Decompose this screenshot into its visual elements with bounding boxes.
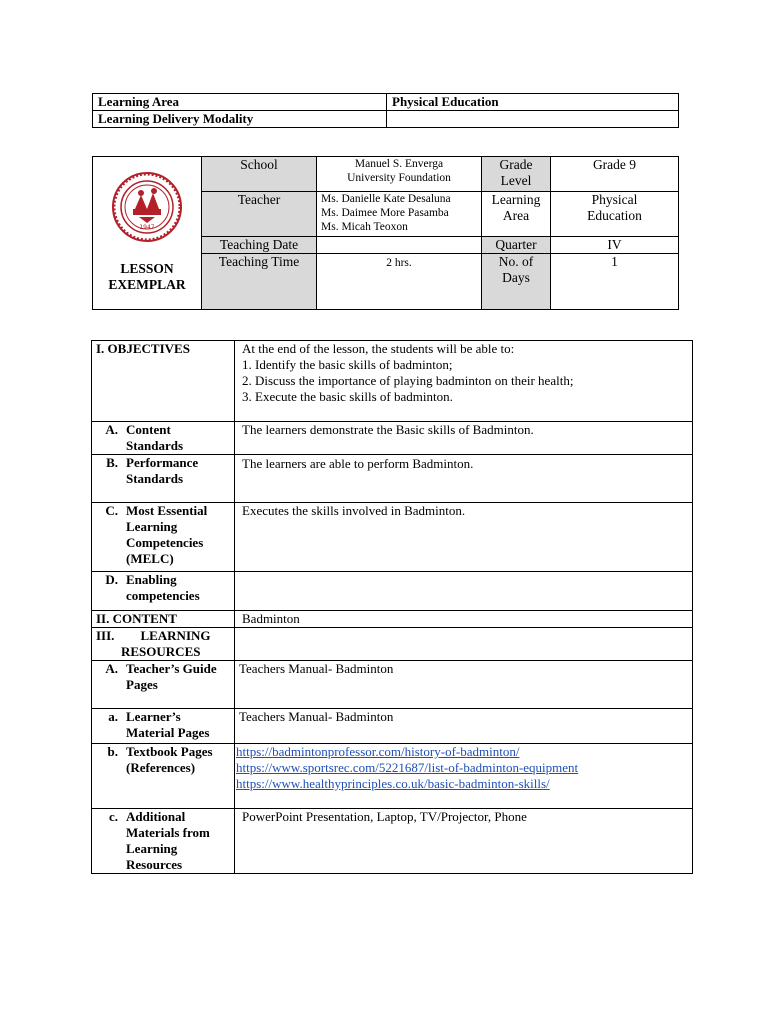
modality-value [387,111,679,128]
performance-standards-label [92,455,235,503]
content-value: Badminton [235,611,693,628]
teaching-date-value [317,237,482,254]
melc-value: Executes the skills involved in Badminton. [235,503,693,572]
learning-area-label-line1: Learning [491,191,541,207]
learners-material-text: Learner’s Material Pages [126,709,210,740]
teachers-guide-value: Teachers Manual- Badminton [235,661,693,709]
reference-link-1[interactable]: https://badmintonprofessor.com/history-of-badminton/ [236,744,520,759]
objectives-table [91,340,693,874]
marker-a: A. [105,422,118,437]
textbook-pages-label [92,744,235,809]
learning-area-value-cell [551,191,679,236]
learning-resources-label [92,628,235,661]
days-value: 1 [551,254,679,310]
learning-area-value-line1: Physical [591,191,638,207]
lesson-info-table [92,156,679,310]
grade-level-value: Grade 9 [551,157,679,192]
content-standards-text: Content Standards [126,422,184,453]
school-line2: University Foundation [347,172,451,184]
objective-item-2: 2. Discuss the importance of playing badminton on their health; [242,373,574,388]
content-label: II. CONTENT [92,611,235,628]
quarter-label: Quarter [482,237,551,254]
teachers-guide-text: Teacher’s Guide Pages [126,661,217,692]
teacher-value [317,191,482,236]
teacher-name-3: Ms. Micah Teoxon [321,220,408,233]
marker-res-lc: c. [108,809,118,824]
days-label [482,254,551,310]
objectives-label: I. OBJECTIVES [92,341,235,422]
learning-area-label-cell [482,191,551,236]
teacher-name-2: Ms. Daimee More Pasamba [321,206,449,219]
reference-link-2[interactable]: https://www.sportsrec.com/5221687/list-of-badminton-equipment [236,760,579,775]
learning-area-value-line2: Education [587,207,642,223]
learners-material-value: Teachers Manual- Badminton [235,709,693,744]
textbook-pages-value [235,744,693,809]
marker-c: C. [105,503,118,518]
grade-level-label-line1: Grade [499,157,533,172]
university-seal-icon [111,171,183,243]
textbook-pages-text: Textbook Pages (References) [126,744,213,775]
marker-d: D. [105,572,118,587]
resources-num: III. [96,628,115,643]
school-label: School [202,157,317,192]
teaching-time-value: 2 hrs. [317,254,482,310]
objectives-value [235,341,693,422]
enabling-competencies-value [235,572,693,611]
resources-line2: RESOURCES [121,644,201,659]
enabling-competencies-text: Enabling competencies [126,572,200,603]
content-standards-label [92,422,235,455]
marker-b: B. [106,455,118,470]
additional-materials-value: PowerPoint Presentation, Laptop, TV/Projector, Phone [235,809,693,874]
learning-area-label: Learning Area [93,94,387,111]
teacher-label: Teacher [202,191,317,236]
performance-standards-text: Performance Standards [126,455,199,486]
modality-label: Learning Delivery Modality [93,111,387,128]
marker-res-lb: b. [107,744,118,759]
learners-material-label [92,709,235,744]
content-standards-value: The learners demonstrate the Basic skills of Badminton. [235,422,693,455]
days-label-line1: No. of [498,254,534,270]
quarter-value: IV [551,237,679,254]
learning-resources-value [235,628,693,661]
objective-item-1: 1. Identify the basic skills of badminton; [242,357,453,372]
teaching-time-label: Teaching Time [202,254,317,310]
lesson-title-line2: EXEMPLAR [108,277,186,292]
marker-res-a: A. [105,661,118,676]
header-table [92,93,679,128]
learning-area-value: Physical Education [387,94,679,111]
teacher-name-1: Ms. Danielle Kate Desaluna [321,192,451,205]
school-value [317,157,482,192]
objective-item-3: 3. Execute the basic skills of badminton. [242,389,453,404]
lesson-exemplar-cell [93,157,202,310]
marker-res-la: a. [108,709,118,724]
days-label-line2: Days [502,270,530,286]
learning-area-label-line2: Area [502,207,530,223]
reference-link-3[interactable]: https://www.healthyprinciples.co.uk/basic-badminton-skills/ [236,776,550,791]
school-line1: Manuel S. Enverga [354,158,444,170]
melc-text: Most Essential Learning Competencies (MELC) [126,503,208,566]
melc-label [92,503,235,572]
additional-materials-label [92,809,235,874]
svg-text:1947: 1947 [139,224,155,231]
teachers-guide-label [92,661,235,709]
grade-level-label [482,157,551,192]
performance-standards-value: The learners are able to perform Badminton. [235,455,693,503]
objectives-intro: At the end of the lesson, the students will be able to: [242,341,515,356]
additional-materials-text: Additional Materials from Learning Resources [126,809,210,872]
enabling-competencies-label [92,572,235,611]
teaching-date-label: Teaching Date [202,237,317,254]
resources-word: LEARNING [140,628,211,643]
grade-level-label-line2: Level [500,173,532,188]
lesson-title-line1: LESSON [120,261,174,276]
